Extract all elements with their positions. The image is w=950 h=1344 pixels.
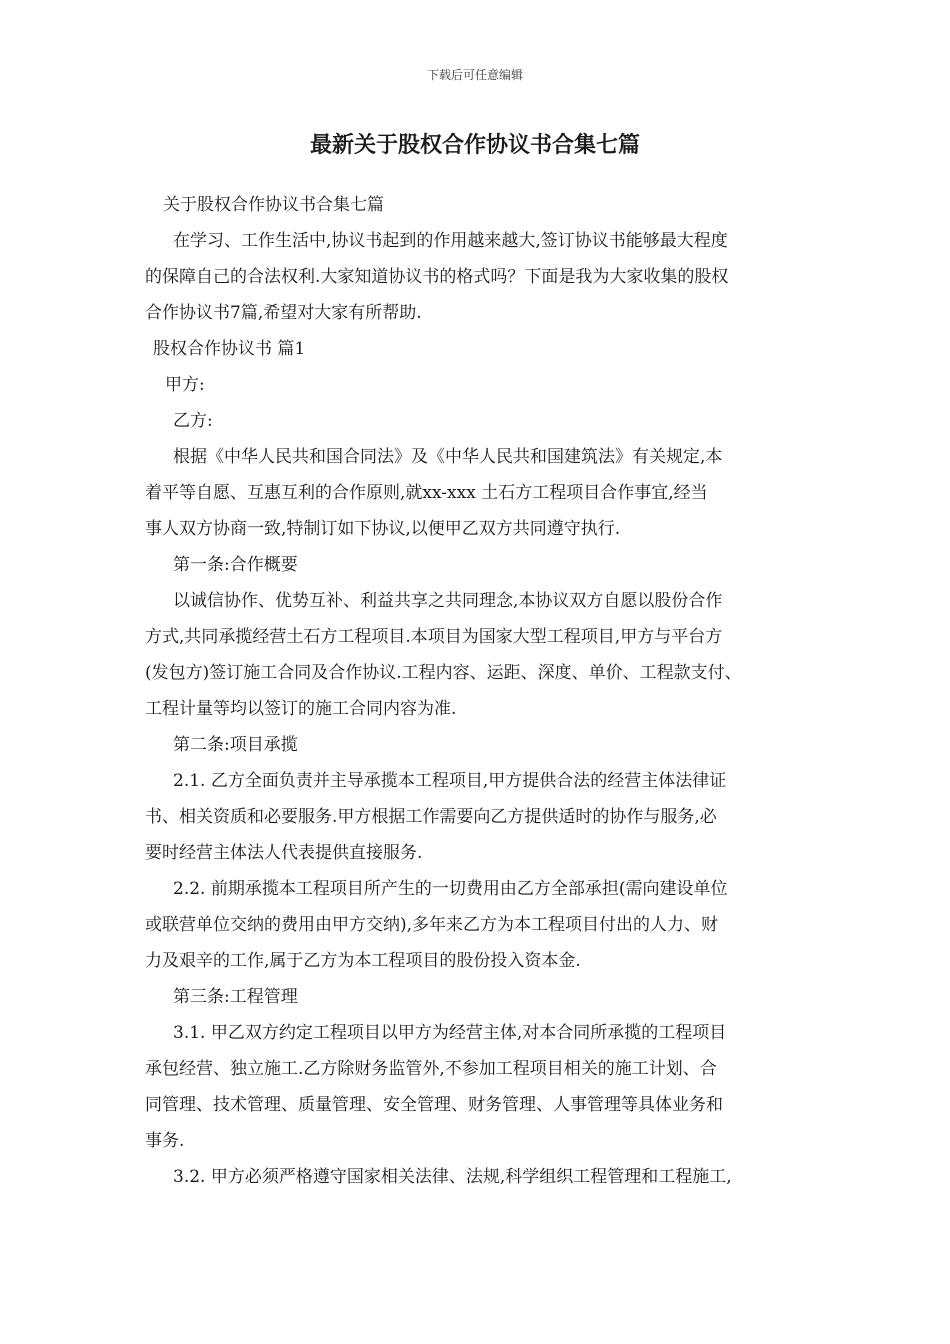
clause-line: 2.1. 乙方全面负责并主导承揽本工程项目,甲方提供合法的经营主体法律证 xyxy=(173,771,727,791)
paragraph-line: 着平等自愿、互惠互利的合作原则,就xx-xxx 土石方工程项目合作事宜,经当 xyxy=(145,483,708,503)
article-heading: 第三条:工程管理 xyxy=(173,987,298,1007)
paragraph-line: 方式,共同承揽经营土石方工程项目.本项目为国家大型工程项目,甲方与平台方 xyxy=(145,627,723,647)
clause-line: 力及艰辛的工作,属于乙方为本工程项目的股份投入资本金. xyxy=(145,951,581,971)
clause-line: 承包经营、独立施工.乙方除财务监管外,不参加工程项目相关的施工计划、合 xyxy=(145,1059,717,1079)
clause-line: 事务. xyxy=(145,1131,185,1151)
document-title: 最新关于股权合作协议书合集七篇 xyxy=(309,132,640,158)
paragraph-line: 工程计量等均以签订的施工合同内容为准. xyxy=(145,699,457,719)
header-note: 下载后可任意编辑 xyxy=(426,68,523,82)
paragraph-line: (发包方)签订施工合同及合作协议.工程内容、运距、深度、单价、工程款支付、 xyxy=(145,663,742,683)
paragraph-line: 合作协议书7篇,希望对大家有所帮助. xyxy=(145,303,422,323)
paragraph-line: 根据《中华人民共和国合同法》及《中华人民共和国建筑法》有关规定,本 xyxy=(173,447,723,467)
paragraph-line: 在学习、工作生活中,协议书起到的作用越来越大,签订协议书能够最大程度 xyxy=(173,231,728,251)
paragraph-line: 的保障自己的合法权利.大家知道协议书的格式吗？下面是我为大家收集的股权 xyxy=(145,267,729,287)
section-heading: 股权合作协议书 篇1 xyxy=(153,339,306,359)
clause-line: 同管理、技术管理、质量管理、安全管理、财务管理、人事管理等具体业务和 xyxy=(145,1095,723,1115)
paragraph-line: 以诚信协作、优势互补、利益共享之共同理念,本协议双方自愿以股份合作 xyxy=(173,591,723,611)
clause-line: 2.2. 前期承揽本工程项目所产生的一切费用由乙方全部承担(需向建设单位 xyxy=(173,879,728,899)
paragraph-line: 事人双方协商一致,特制订如下协议,以便甲乙双方共同遵守执行. xyxy=(145,519,621,539)
party-a-label: 甲方: xyxy=(165,375,205,395)
document-body xyxy=(145,187,825,1195)
article-heading: 第二条:项目承揽 xyxy=(173,735,298,755)
clause-line: 3.1. 甲乙双方约定工程项目以甲方为经营主体,对本合同所承揽的工程项目 xyxy=(173,1023,727,1043)
clause-line: 书、相关资质和必要服务.甲方根据工作需要向乙方提供适时的协作与服务,必 xyxy=(145,807,717,827)
article-heading: 第一条:合作概要 xyxy=(173,555,298,575)
party-b-label: 乙方: xyxy=(173,411,213,431)
clause-line: 3.2. 甲方必须严格遵守国家相关法律、法规,科学组织工程管理和工程施工, xyxy=(173,1167,732,1187)
subtitle-line: 关于股权合作协议书合集七篇 xyxy=(163,195,384,215)
clause-line: 要时经营主体法人代表提供直接服务. xyxy=(145,843,423,863)
clause-line: 或联营单位交纳的费用由甲方交纳),多年来乙方为本工程项目付出的人力、财 xyxy=(145,915,719,935)
